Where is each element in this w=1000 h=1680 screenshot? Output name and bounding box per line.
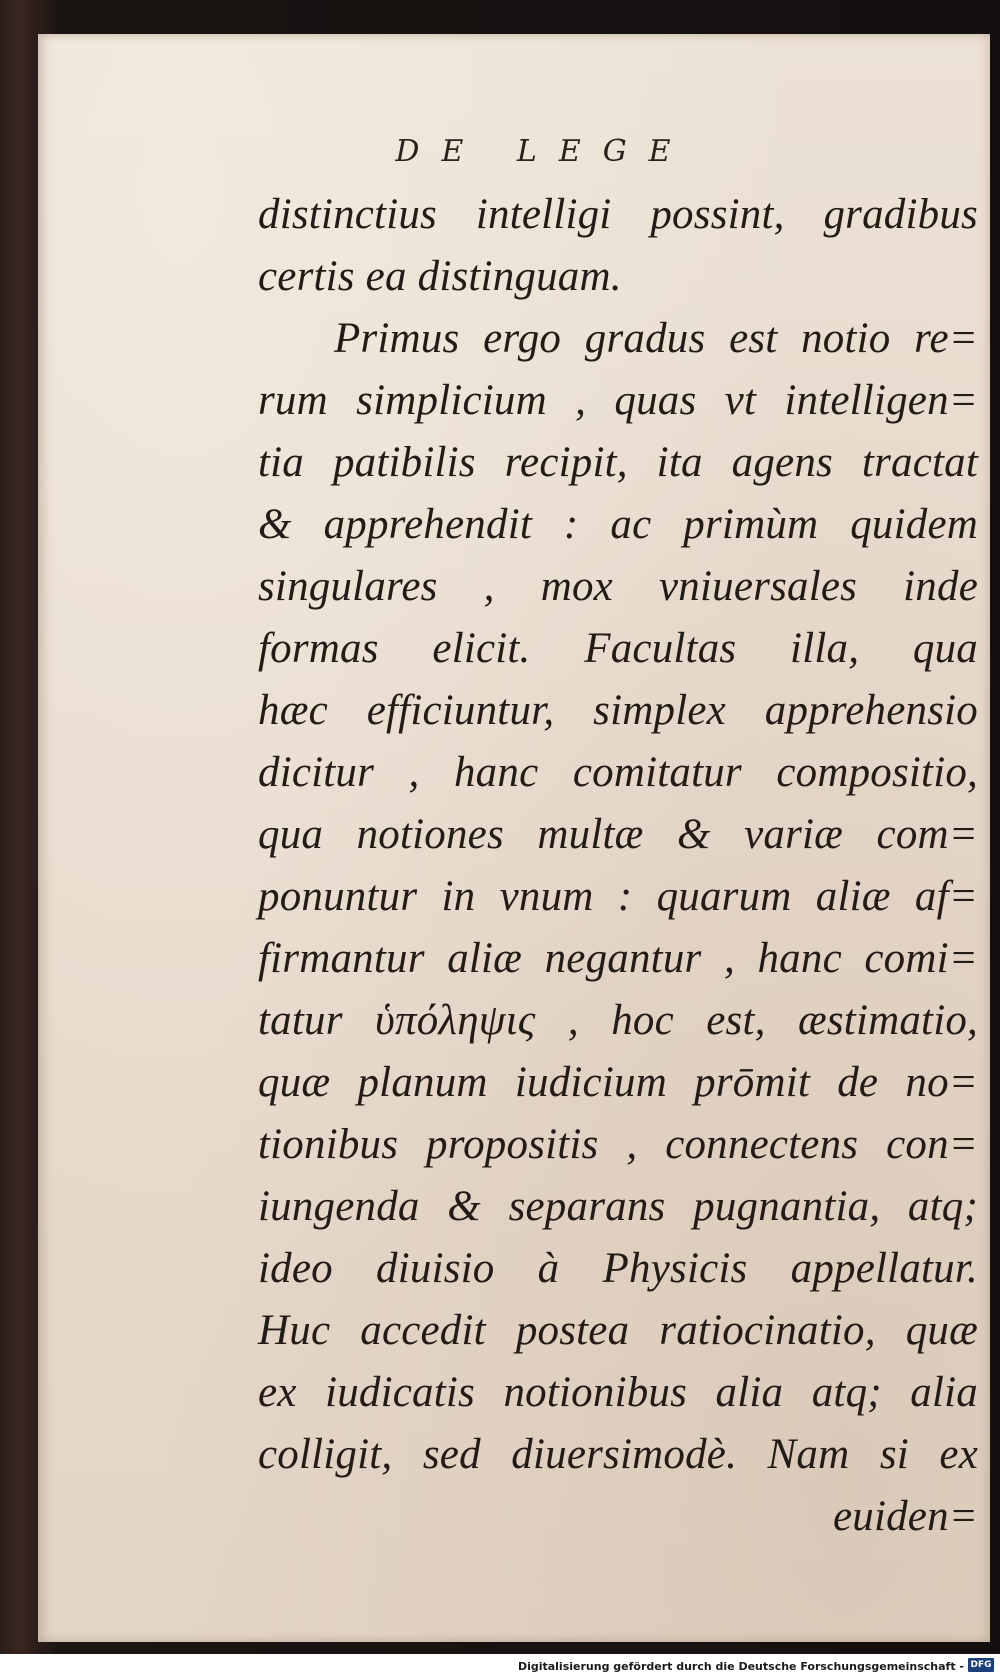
text-line: ponuntur in vnum : quarum aliæ af= bbox=[258, 873, 978, 920]
text-line: tatur ὑπόληψις , hoc est, æstimatio, bbox=[258, 997, 978, 1044]
text-line: tionibus propositis , connectens con= bbox=[258, 1121, 978, 1168]
text-line: hæc efficiuntur, simplex apprehensio bbox=[258, 687, 978, 734]
text-line: formas elicit. Facultas illa, qua bbox=[258, 625, 978, 672]
text-line: iungenda & separans pugnantia, atq; bbox=[258, 1183, 978, 1230]
text-line: & apprehendit : ac primùm quidem bbox=[258, 501, 978, 548]
text-line: certis ea distinguam. bbox=[258, 253, 622, 300]
text-line: qua notiones multæ & variæ com= bbox=[258, 811, 978, 858]
text-line: ex iudicatis notionibus alia atq; alia bbox=[258, 1369, 978, 1416]
text-line: colligit, sed diuersimodè. Nam si ex bbox=[258, 1431, 978, 1478]
text-line: Primus ergo gradus est notio re= bbox=[334, 315, 978, 362]
text-line: quæ planum iudicium prōmit de no= bbox=[258, 1059, 978, 1106]
text-line: dicitur , hanc comitatur compositio, bbox=[258, 749, 978, 796]
running-head: DE LEGE bbox=[395, 134, 693, 169]
text-line: distinctius intelligi possint, gradibus bbox=[258, 191, 978, 238]
text-line: Huc accedit postea ratiocinatio, quæ bbox=[258, 1307, 978, 1354]
text-line: ideo diuisio à Physicis appellatur. bbox=[258, 1245, 978, 1292]
footer-credit: Digitalisierung gefördert durch die Deutsche Forschungsgemeinschaft - bbox=[517, 1660, 964, 1673]
text-line: rum simplicium , quas vt intelligen= bbox=[258, 377, 978, 424]
dfg-logo: DFG bbox=[968, 1658, 994, 1672]
text-line: firmantur aliæ negantur , hanc comi= bbox=[258, 935, 978, 982]
text-block bbox=[258, 184, 978, 1548]
text-line: euiden= bbox=[832, 1493, 978, 1540]
book-page bbox=[38, 34, 990, 1642]
text-line: singulares , mox vniuersales inde bbox=[258, 563, 978, 610]
text-line: tia patibilis recipit, ita agens tractat bbox=[258, 439, 978, 486]
